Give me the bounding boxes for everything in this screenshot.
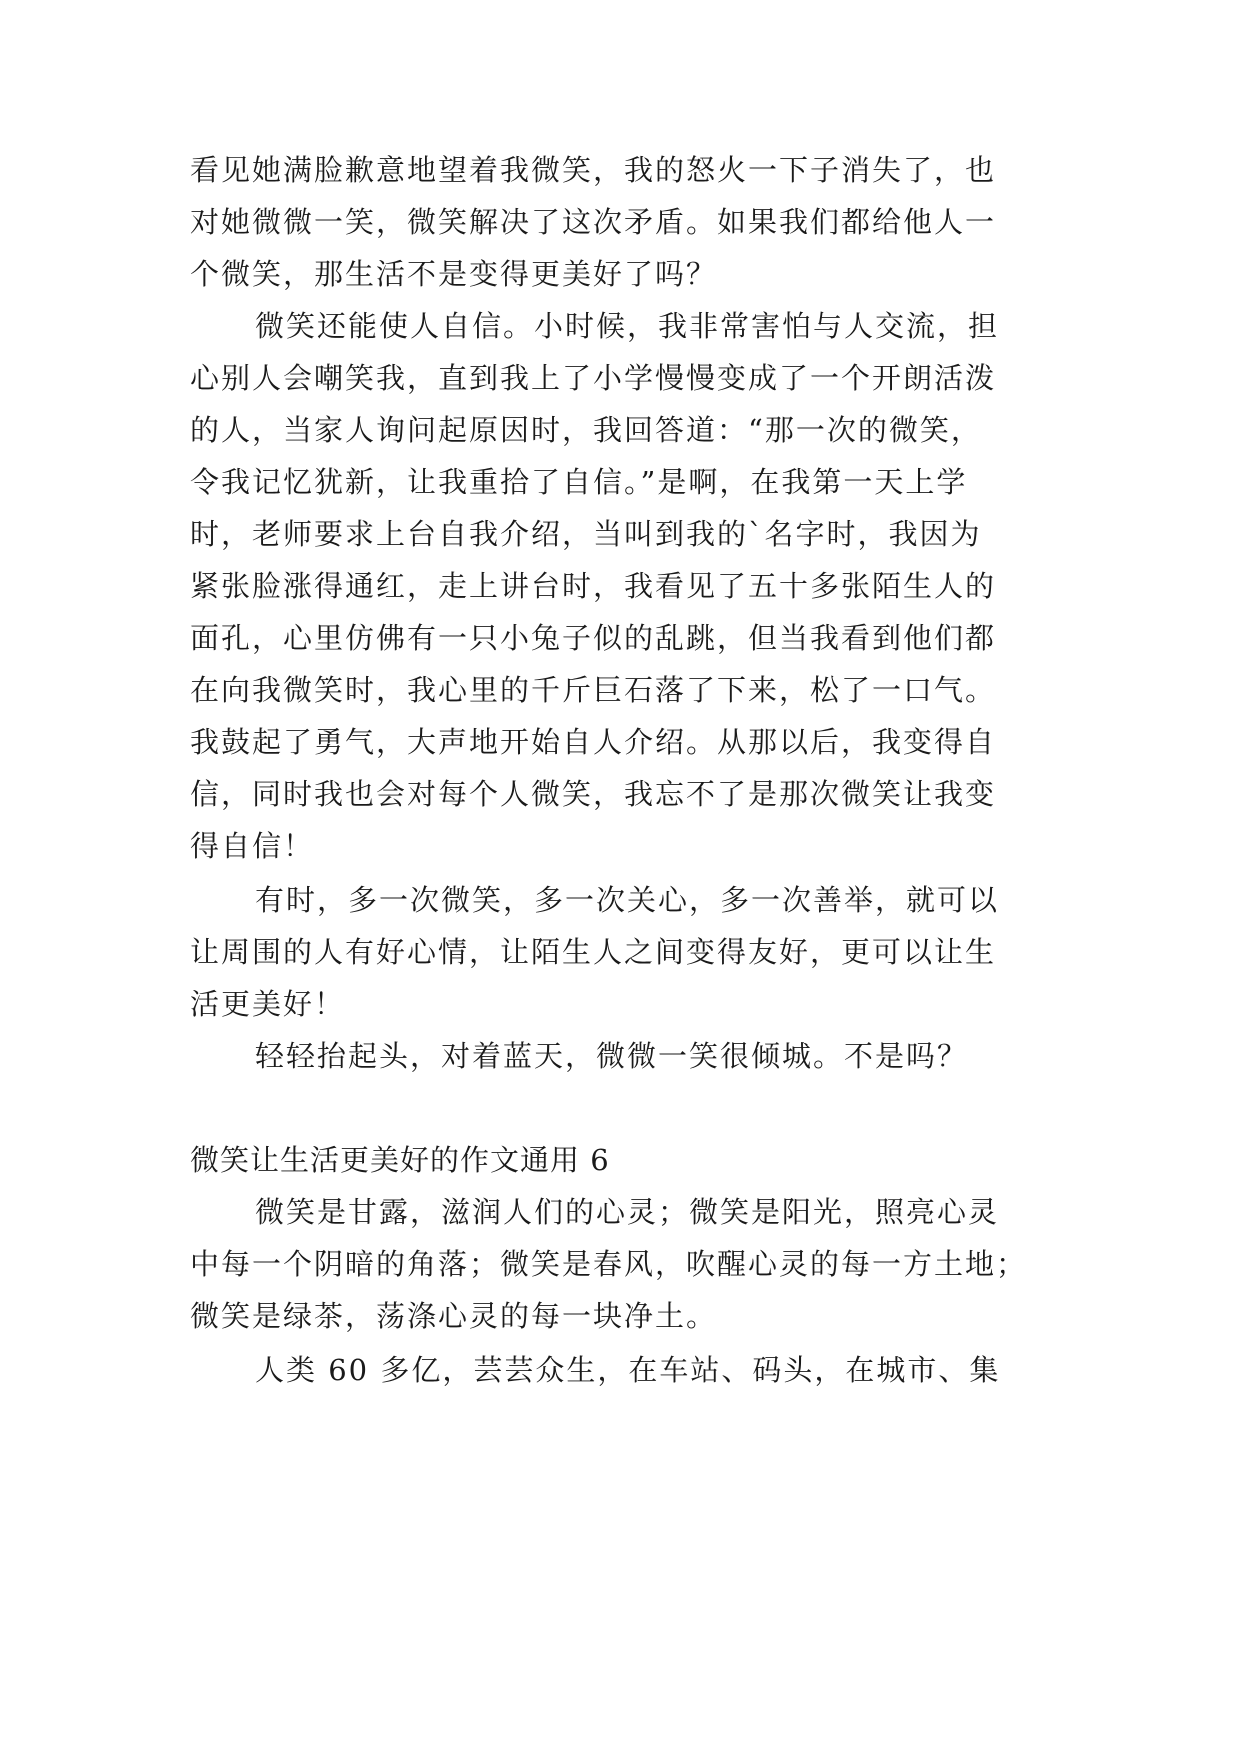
paragraph-line: 中每一个阴暗的角落；微笑是春风，吹醒心灵的每一方土地； xyxy=(190,1247,1028,1281)
paragraph-first-line: 微笑还能使人自信。小时候，我非常害怕与人交流，担 xyxy=(255,309,1000,343)
paragraph-line: 时，老师要求上台自我介绍，当叫到我的`名字时，我因为 xyxy=(190,517,982,551)
paragraph-line: 个微笑，那生活不是变得更美好了吗？ xyxy=(190,257,718,291)
paragraph-first-line: 微笑是甘露，滋润人们的心灵；微笑是阳光，照亮心灵 xyxy=(255,1195,1000,1229)
paragraph-line: 看见她满脸歉意地望着我微笑，我的怒火一下子消失了，也 xyxy=(190,153,997,187)
paragraph-line: 紧张脸涨得通红，走上讲台时，我看见了五十多张陌生人的 xyxy=(190,569,997,603)
paragraph-line: 令我记忆犹新，让我重拾了自信。”是啊，在我第一天上学 xyxy=(190,465,968,499)
paragraph-line: 活更美好！ xyxy=(190,987,346,1021)
paragraph-first-line: 有时，多一次微笑，多一次关心，多一次善举，就可以 xyxy=(255,883,1000,917)
paragraph-line: 面孔，心里仿佛有一只小兔子似的乱跳，但当我看到他们都 xyxy=(190,621,997,655)
section-heading: 微笑让生活更美好的作文通用 6 xyxy=(190,1143,610,1177)
paragraph-first-line: 轻轻抬起头，对着蓝天，微微一笑很倾城。不是吗？ xyxy=(255,1039,969,1073)
paragraph-line: 心别人会嘲笑我，直到我上了小学慢慢变成了一个开朗活泼 xyxy=(190,361,997,395)
paragraph-first-line: 人类 60 多亿，芸芸众生，在车站、码头，在城市、集 xyxy=(255,1353,1001,1387)
paragraph-line: 在向我微笑时，我心里的千斤巨石落了下来，松了一口气。 xyxy=(190,673,997,707)
paragraph-line: 对她微微一笑，微笑解决了这次矛盾。如果我们都给他人一 xyxy=(190,205,997,239)
paragraph-line: 得自信！ xyxy=(190,829,315,863)
paragraph-line: 的人，当家人询问起原因时，我回答道：“那一次的微笑， xyxy=(190,413,982,447)
paragraph-line: 微笑是绿茶，荡涤心灵的每一块净土。 xyxy=(190,1299,718,1333)
paragraph-line: 我鼓起了勇气，大声地开始自人介绍。从那以后，我变得自 xyxy=(190,725,997,759)
paragraph-line: 让周围的人有好心情，让陌生人之间变得友好，更可以让生 xyxy=(190,935,997,969)
paragraph-line: 信，同时我也会对每个人微笑，我忘不了是那次微笑让我变 xyxy=(190,777,997,811)
